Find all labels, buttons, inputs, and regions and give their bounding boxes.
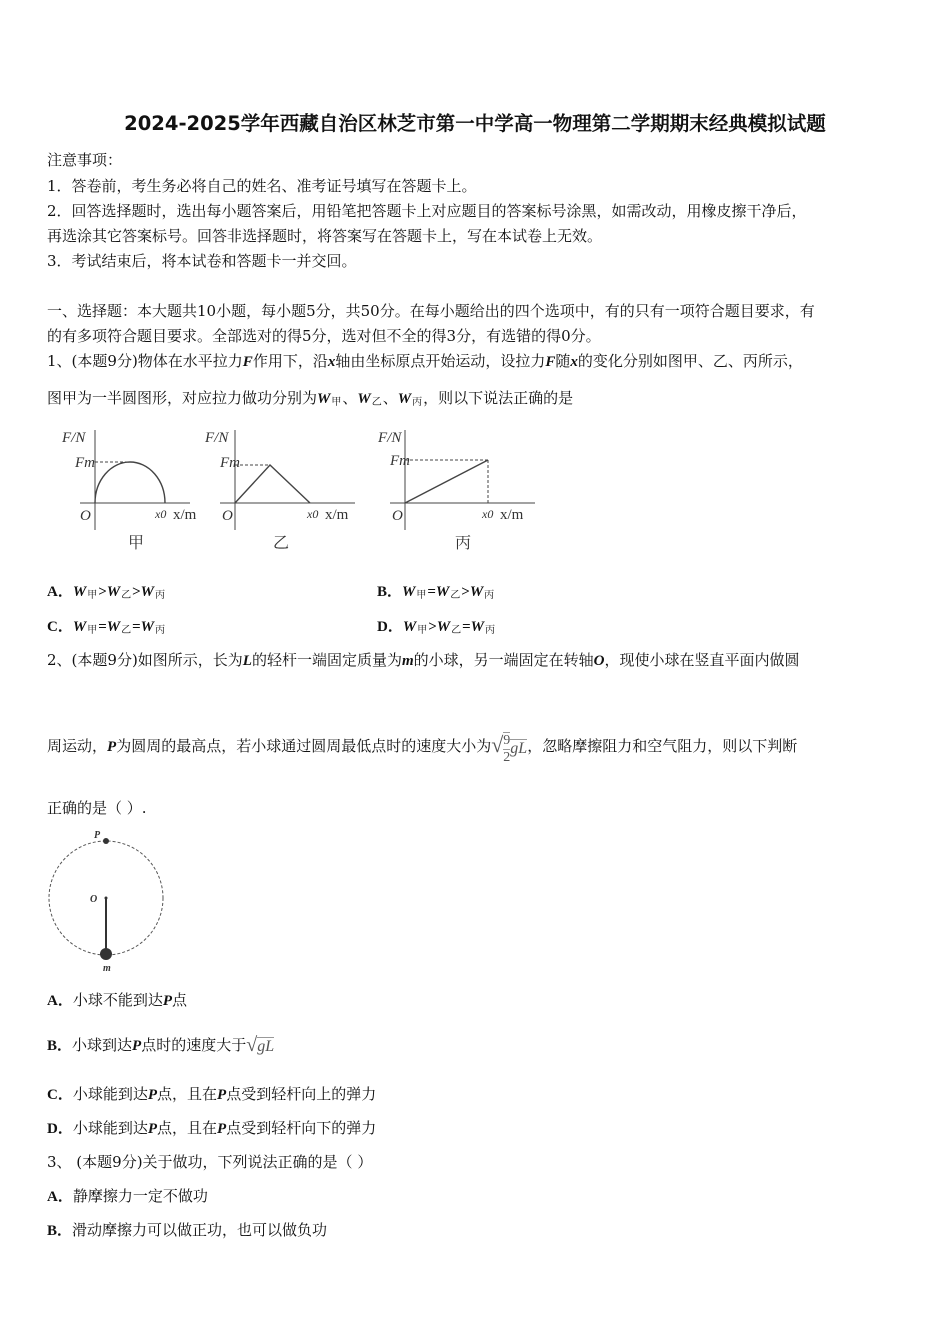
- text-segment: >: [98, 584, 107, 600]
- q2-stem: [47, 798, 147, 818]
- q2-option-b[interactable]: B．小球到达P点时的速度大于√gL: [47, 1034, 275, 1056]
- q2-option-a[interactable]: [47, 990, 187, 1011]
- svg-text:Fm: Fm: [220, 455, 240, 471]
- text-segment: 甲: [87, 625, 98, 636]
- q1-option-c[interactable]: [47, 616, 166, 641]
- text-segment: >: [132, 584, 141, 600]
- svg-text:F/N: F/N: [378, 430, 402, 446]
- text-segment: 点受到轻杆向上的弹力: [226, 1085, 377, 1103]
- svg-text:丙: 丙: [455, 535, 472, 552]
- text-segment: P: [147, 1087, 158, 1103]
- text-segment: W: [402, 619, 417, 635]
- text-segment: 滑动摩擦力可以做正功，也可以做负功: [72, 1221, 328, 1239]
- text-segment: P: [162, 993, 173, 1009]
- svg-text:x/m: x/m: [500, 507, 524, 523]
- svg-text:F/N: F/N: [62, 430, 86, 446]
- ramp-line: [405, 460, 488, 503]
- text-segment: 乙: [451, 625, 462, 636]
- text-segment: =: [132, 619, 141, 635]
- text-segment: 乙: [450, 590, 461, 601]
- q2-stem: [47, 650, 800, 671]
- svg-text:P: P: [94, 830, 101, 841]
- q2-option-c[interactable]: [47, 1084, 376, 1105]
- text-segment: 轴由坐标原点开始运动，设拉力: [335, 352, 546, 370]
- q3-option-a[interactable]: [47, 1186, 208, 1207]
- q3-stem: [47, 1152, 372, 1172]
- text-segment: 小球能到达: [72, 1119, 148, 1137]
- svg-text:F/N: F/N: [205, 430, 229, 446]
- text-segment: 乙: [121, 625, 132, 636]
- text-segment: F: [242, 354, 253, 370]
- text-segment: 丙: [485, 625, 495, 636]
- page-title: 2024-2025学年西藏自治区林芝市第一中学高一物理第二学期期末经典模拟试题: [124, 112, 826, 135]
- text-segment: W: [140, 584, 154, 600]
- q1-option-b[interactable]: [377, 581, 495, 606]
- text-segment: 丙: [484, 590, 495, 601]
- text-segment: 的小球，另一端固定在转轴: [413, 651, 594, 669]
- text-segment: W: [402, 584, 416, 600]
- text-segment: P: [147, 1121, 158, 1137]
- text-segment: 点，且在: [157, 1119, 218, 1137]
- text-segment: W: [357, 391, 371, 407]
- note-item: 再选涂其它答案标号。回答非选择题时，将答案写在答题卡上，写在本试卷上无效。: [47, 227, 603, 245]
- text-segment: >: [461, 584, 470, 600]
- svg-text:x/m: x/m: [173, 507, 197, 523]
- text-segment: W: [435, 584, 450, 600]
- text-segment: 为圆周的最高点，若小球通过圆周最低点时的速度大小为: [116, 736, 492, 755]
- note-item: 3．考试结束后，将本试卷和答题卡一并交回。: [47, 252, 357, 270]
- text-segment: ，则以下说法正确的是: [423, 389, 574, 407]
- text-segment: 的轻杆一端固定质量为: [251, 651, 402, 669]
- text-segment: 静摩擦力一定不做功: [72, 1187, 208, 1205]
- section-instructions: 的有多项符合题目要求。全部选对的得5分，选对但不全的得3分，有选错的得0分。: [47, 327, 601, 345]
- text-segment: ，现使小球在竖直平面内做圆: [604, 651, 800, 669]
- text-segment: 乙: [121, 590, 132, 601]
- text-segment: P: [217, 1087, 227, 1103]
- text-segment: 点受到轻杆向下的弹力: [226, 1119, 377, 1137]
- text-segment: 点时的速度大于: [141, 1036, 247, 1054]
- text-segment: 甲: [416, 590, 427, 601]
- text-segment: 小球能到达: [72, 1085, 148, 1103]
- svg-text:m: m: [103, 963, 111, 974]
- text-segment: D．: [377, 619, 403, 635]
- text-segment: 图甲为一半圆图形，对应拉力做功分别为: [47, 389, 318, 407]
- q2-circle-figure: [40, 826, 175, 976]
- svg-text:x0: x0: [307, 507, 319, 521]
- q1-graphs: [50, 420, 550, 560]
- svg-text:Fm: Fm: [390, 453, 410, 469]
- text-segment: x: [327, 354, 336, 370]
- notes-heading: 注意事项：: [47, 151, 123, 169]
- q1-stem: [47, 388, 573, 413]
- text-segment: W: [397, 391, 412, 407]
- text-segment: 的变化分别如图甲、乙、丙所示，: [577, 352, 803, 370]
- text-segment: A．: [47, 1189, 73, 1205]
- text-segment: B．: [47, 1223, 73, 1239]
- text-segment: W: [106, 584, 121, 600]
- text-segment: >: [428, 619, 437, 635]
- text-segment: 周运动，: [47, 736, 108, 755]
- text-segment: 甲: [417, 625, 428, 636]
- text-segment: ，忽略摩擦阻力和空气阻力，则以下判断: [527, 736, 798, 755]
- text-segment: 小球不能到达: [72, 991, 163, 1009]
- text-segment: B．: [377, 584, 403, 600]
- svg-text:O: O: [80, 508, 91, 524]
- graph-bing: [377, 430, 535, 552]
- text-segment: W: [72, 584, 87, 600]
- graph-jia: [61, 430, 197, 552]
- text-segment: =: [462, 619, 471, 635]
- text-segment: P: [107, 738, 117, 755]
- text-segment: 丙: [412, 397, 423, 408]
- section-instructions: 一、选择题：本大题共10小题，每小题5分，共50分。在每小题给出的四个选项中，有的只有一项符合题目要求，有: [47, 302, 815, 320]
- q3-option-b[interactable]: [47, 1220, 327, 1241]
- svg-text:x0: x0: [155, 507, 167, 521]
- triangle-line: [235, 465, 310, 503]
- text-segment: 、: [342, 389, 358, 407]
- text-segment: 甲: [331, 397, 342, 408]
- text-segment: =: [427, 584, 436, 600]
- svg-text:O: O: [90, 894, 98, 905]
- q2-text: [47, 737, 491, 755]
- text-segment: A．: [47, 584, 73, 600]
- note-item: 1．答卷前，考生务必将自己的姓名、准考证号填写在答题卡上。: [47, 177, 477, 195]
- text-segment: m: [401, 653, 414, 669]
- text-segment: W: [470, 619, 484, 635]
- svg-text:x/m: x/m: [325, 507, 349, 523]
- text-segment: 乙: [371, 397, 382, 408]
- graph-yi: [204, 430, 355, 552]
- text-segment: L: [242, 653, 252, 669]
- q1-option-a[interactable]: [47, 581, 166, 606]
- text-segment: 点: [172, 991, 188, 1009]
- text-segment: 丙: [155, 590, 165, 601]
- svg-text:乙: 乙: [273, 535, 290, 552]
- svg-text:O: O: [222, 508, 233, 524]
- text-segment: W: [469, 584, 484, 600]
- q1-stem: [47, 351, 803, 372]
- text-segment: 甲: [87, 590, 98, 601]
- text-segment: 作用下，沿: [252, 352, 328, 370]
- text-segment: =: [98, 619, 107, 635]
- text-segment: C．: [47, 1087, 73, 1103]
- semicircle-curve: [95, 462, 165, 503]
- text-segment: C．: [47, 619, 73, 635]
- text-segment: 1、(本题9分)物体在水平拉力: [47, 352, 243, 370]
- text-segment: W: [436, 619, 451, 635]
- text-segment: D．: [47, 1121, 73, 1137]
- text-segment: 随: [555, 352, 571, 370]
- text-segment: B．: [47, 1038, 73, 1054]
- svg-text:甲: 甲: [128, 535, 145, 552]
- text-segment: x: [570, 354, 578, 370]
- text-segment: W: [72, 619, 87, 635]
- svg-text:O: O: [392, 508, 403, 524]
- text-segment: P: [132, 1038, 142, 1054]
- q2-stem: [47, 722, 797, 772]
- text-segment: 丙: [155, 625, 165, 636]
- text-segment: W: [317, 391, 331, 407]
- q2-text: [527, 737, 797, 755]
- note-item: 2．回答选择题时，选出每小题答案后，用铅笔把答题卡上对应题目的答案标号涂黑，如需改动，用橡皮擦干净后，: [47, 202, 807, 220]
- text-segment: 点，且在: [157, 1085, 218, 1103]
- text-segment: 正确的是（ ）.: [47, 799, 147, 817]
- text-segment: O: [593, 653, 605, 669]
- svg-text:x0: x0: [482, 507, 494, 521]
- svg-text:Fm: Fm: [75, 455, 95, 471]
- text-segment: F: [545, 354, 556, 370]
- q2-option-d[interactable]: [47, 1118, 376, 1139]
- text-segment: 3、 (本题9分)关于做功，下列说法正确的是（ ）: [47, 1153, 373, 1171]
- q1-option-d[interactable]: [377, 616, 496, 641]
- sqrt-expression: √ $\frac{9}{2}$ gL: [491, 732, 528, 765]
- text-segment: A．: [47, 993, 73, 1009]
- text-segment: 、: [382, 389, 398, 407]
- text-segment: 小球到达: [72, 1036, 133, 1054]
- text-segment: W: [140, 619, 154, 635]
- text-segment: P: [217, 1121, 227, 1137]
- text-segment: 2、(本题9分)如图所示，长为: [47, 651, 243, 669]
- text-segment: W: [106, 619, 121, 635]
